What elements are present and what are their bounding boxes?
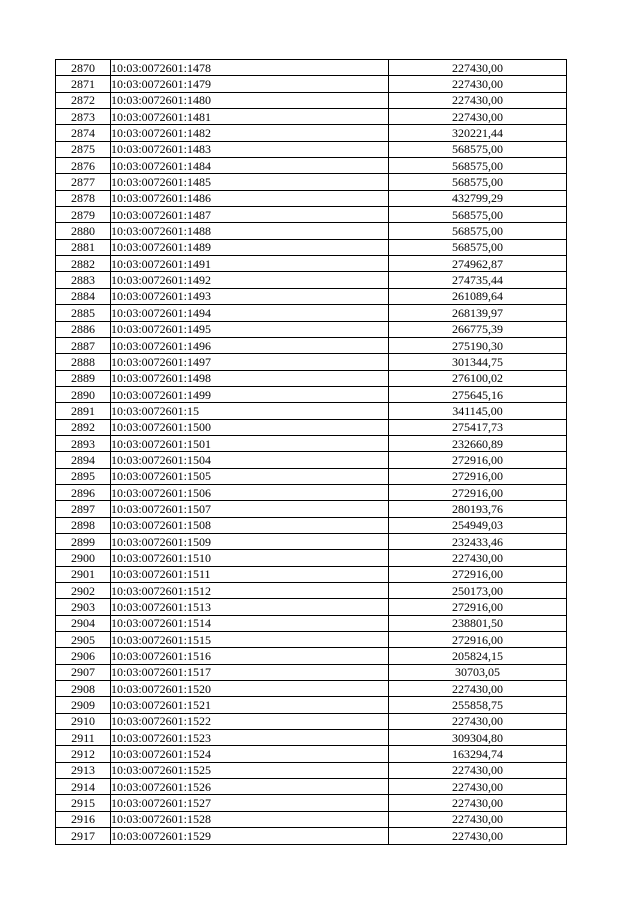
cadastral-value-table	[55, 59, 567, 845]
table-row	[56, 468, 567, 484]
table-row	[56, 746, 567, 762]
table-row	[56, 239, 567, 255]
row-number-cell: 2902	[56, 583, 111, 599]
cadastral-number-cell: 10:03:0072601:1507	[111, 501, 389, 517]
row-number-cell: 2911	[56, 730, 111, 746]
row-number-cell: 2886	[56, 321, 111, 337]
cadastral-value-cell: 274962,87	[389, 256, 567, 272]
cadastral-value-cell: 227430,00	[389, 550, 567, 566]
table-row	[56, 125, 567, 141]
row-number-cell: 2900	[56, 550, 111, 566]
row-number-cell: 2874	[56, 125, 111, 141]
cadastral-value-cell: 232660,89	[389, 435, 567, 451]
cadastral-number-cell: 10:03:0072601:1523	[111, 730, 389, 746]
table-row	[56, 664, 567, 680]
table-row	[56, 321, 567, 337]
cadastral-value-cell: 432799,29	[389, 190, 567, 206]
row-number-cell: 2875	[56, 141, 111, 157]
row-number-cell: 2871	[56, 76, 111, 92]
cadastral-value-cell: 205824,15	[389, 648, 567, 664]
row-number-cell: 2913	[56, 762, 111, 778]
cadastral-number-cell: 10:03:0072601:1529	[111, 828, 389, 844]
cadastral-number-cell: 10:03:0072601:1498	[111, 370, 389, 386]
cadastral-value-cell: 227430,00	[389, 92, 567, 108]
cadastral-number-cell: 10:03:0072601:1487	[111, 207, 389, 223]
cadastral-value-cell: 227430,00	[389, 811, 567, 827]
cadastral-number-cell: 10:03:0072601:1485	[111, 174, 389, 190]
table-row	[56, 223, 567, 239]
table-row	[56, 337, 567, 353]
table-body	[56, 60, 567, 845]
table-row	[56, 288, 567, 304]
row-number-cell: 2901	[56, 566, 111, 582]
cadastral-value-cell: 227430,00	[389, 762, 567, 778]
table-row	[56, 828, 567, 844]
table-row	[56, 354, 567, 370]
cadastral-value-cell: 341145,00	[389, 403, 567, 419]
row-number-cell: 2890	[56, 386, 111, 402]
cadastral-value-cell: 227430,00	[389, 795, 567, 811]
row-number-cell: 2883	[56, 272, 111, 288]
row-number-cell: 2894	[56, 452, 111, 468]
table-row	[56, 109, 567, 125]
cadastral-number-cell: 10:03:0072601:1491	[111, 256, 389, 272]
cadastral-number-cell: 10:03:0072601:1509	[111, 533, 389, 549]
table-row	[56, 566, 567, 582]
row-number-cell: 2903	[56, 599, 111, 615]
table-row	[56, 795, 567, 811]
row-number-cell: 2907	[56, 664, 111, 680]
row-number-cell: 2891	[56, 403, 111, 419]
cadastral-value-cell: 568575,00	[389, 174, 567, 190]
cadastral-value-cell: 254949,03	[389, 517, 567, 533]
cadastral-value-cell: 309304,80	[389, 730, 567, 746]
cadastral-value-cell: 261089,64	[389, 288, 567, 304]
cadastral-value-cell: 280193,76	[389, 501, 567, 517]
row-number-cell: 2880	[56, 223, 111, 239]
cadastral-value-cell: 163294,74	[389, 746, 567, 762]
cadastral-number-cell: 10:03:0072601:1513	[111, 599, 389, 615]
cadastral-value-cell: 272916,00	[389, 484, 567, 500]
table-row	[56, 713, 567, 729]
cadastral-value-cell: 275645,16	[389, 386, 567, 402]
cadastral-number-cell: 10:03:0072601:1525	[111, 762, 389, 778]
table-row	[56, 501, 567, 517]
cadastral-value-cell: 274735,44	[389, 272, 567, 288]
table-row	[56, 762, 567, 778]
cadastral-value-cell: 238801,50	[389, 615, 567, 631]
cadastral-value-cell: 227430,00	[389, 76, 567, 92]
cadastral-number-cell: 10:03:0072601:1504	[111, 452, 389, 468]
cadastral-number-cell: 10:03:0072601:1492	[111, 272, 389, 288]
table-row	[56, 697, 567, 713]
row-number-cell: 2881	[56, 239, 111, 255]
cadastral-number-cell: 10:03:0072601:1527	[111, 795, 389, 811]
row-number-cell: 2887	[56, 337, 111, 353]
table-row	[56, 207, 567, 223]
cadastral-value-cell: 568575,00	[389, 207, 567, 223]
cadastral-number-cell: 10:03:0072601:15	[111, 403, 389, 419]
cadastral-number-cell: 10:03:0072601:1500	[111, 419, 389, 435]
row-number-cell: 2884	[56, 288, 111, 304]
row-number-cell: 2906	[56, 648, 111, 664]
cadastral-number-cell: 10:03:0072601:1517	[111, 664, 389, 680]
cadastral-number-cell: 10:03:0072601:1479	[111, 76, 389, 92]
table-row	[56, 256, 567, 272]
cadastral-value-cell: 272916,00	[389, 632, 567, 648]
cadastral-number-cell: 10:03:0072601:1528	[111, 811, 389, 827]
cadastral-number-cell: 10:03:0072601:1482	[111, 125, 389, 141]
table-row	[56, 452, 567, 468]
cadastral-number-cell: 10:03:0072601:1514	[111, 615, 389, 631]
row-number-cell: 2914	[56, 779, 111, 795]
cadastral-value-cell: 568575,00	[389, 158, 567, 174]
cadastral-number-cell: 10:03:0072601:1508	[111, 517, 389, 533]
cadastral-number-cell: 10:03:0072601:1484	[111, 158, 389, 174]
table-row	[56, 583, 567, 599]
cadastral-number-cell: 10:03:0072601:1480	[111, 92, 389, 108]
row-number-cell: 2879	[56, 207, 111, 223]
table-row	[56, 648, 567, 664]
table-row	[56, 599, 567, 615]
table-row	[56, 533, 567, 549]
cadastral-value-cell: 255858,75	[389, 697, 567, 713]
cadastral-number-cell: 10:03:0072601:1506	[111, 484, 389, 500]
cadastral-number-cell: 10:03:0072601:1496	[111, 337, 389, 353]
cadastral-value-cell: 227430,00	[389, 713, 567, 729]
cadastral-number-cell: 10:03:0072601:1488	[111, 223, 389, 239]
cadastral-number-cell: 10:03:0072601:1483	[111, 141, 389, 157]
cadastral-number-cell: 10:03:0072601:1493	[111, 288, 389, 304]
row-number-cell: 2915	[56, 795, 111, 811]
cadastral-number-cell: 10:03:0072601:1520	[111, 681, 389, 697]
cadastral-number-cell: 10:03:0072601:1511	[111, 566, 389, 582]
row-number-cell: 2898	[56, 517, 111, 533]
row-number-cell: 2905	[56, 632, 111, 648]
row-number-cell: 2882	[56, 256, 111, 272]
cadastral-value-cell: 272916,00	[389, 452, 567, 468]
cadastral-number-cell: 10:03:0072601:1524	[111, 746, 389, 762]
row-number-cell: 2870	[56, 60, 111, 76]
table-row	[56, 403, 567, 419]
row-number-cell: 2916	[56, 811, 111, 827]
row-number-cell: 2895	[56, 468, 111, 484]
cadastral-value-cell: 227430,00	[389, 60, 567, 76]
row-number-cell: 2912	[56, 746, 111, 762]
cadastral-value-cell: 275417,73	[389, 419, 567, 435]
row-number-cell: 2909	[56, 697, 111, 713]
table-row	[56, 60, 567, 76]
cadastral-value-cell: 227430,00	[389, 828, 567, 844]
cadastral-value-cell: 266775,39	[389, 321, 567, 337]
row-number-cell: 2892	[56, 419, 111, 435]
table-row	[56, 550, 567, 566]
row-number-cell: 2896	[56, 484, 111, 500]
table-row	[56, 632, 567, 648]
row-number-cell: 2888	[56, 354, 111, 370]
table-row	[56, 190, 567, 206]
cadastral-number-cell: 10:03:0072601:1515	[111, 632, 389, 648]
cadastral-number-cell: 10:03:0072601:1478	[111, 60, 389, 76]
table-row	[56, 174, 567, 190]
cadastral-number-cell: 10:03:0072601:1497	[111, 354, 389, 370]
table-row	[56, 615, 567, 631]
table-row	[56, 305, 567, 321]
cadastral-value-cell: 272916,00	[389, 599, 567, 615]
table-row	[56, 386, 567, 402]
cadastral-number-cell: 10:03:0072601:1505	[111, 468, 389, 484]
cadastral-number-cell: 10:03:0072601:1521	[111, 697, 389, 713]
row-number-cell: 2876	[56, 158, 111, 174]
cadastral-value-cell: 568575,00	[389, 141, 567, 157]
row-number-cell: 2873	[56, 109, 111, 125]
cadastral-number-cell: 10:03:0072601:1486	[111, 190, 389, 206]
cadastral-value-cell: 320221,44	[389, 125, 567, 141]
table-row	[56, 370, 567, 386]
table-row	[56, 419, 567, 435]
cadastral-number-cell: 10:03:0072601:1510	[111, 550, 389, 566]
cadastral-number-cell: 10:03:0072601:1526	[111, 779, 389, 795]
table-row	[56, 158, 567, 174]
cadastral-value-cell: 272916,00	[389, 468, 567, 484]
row-number-cell: 2877	[56, 174, 111, 190]
cadastral-value-cell: 227430,00	[389, 109, 567, 125]
row-number-cell: 2899	[56, 533, 111, 549]
row-number-cell: 2885	[56, 305, 111, 321]
table-row	[56, 811, 567, 827]
cadastral-number-cell: 10:03:0072601:1512	[111, 583, 389, 599]
cadastral-number-cell: 10:03:0072601:1522	[111, 713, 389, 729]
cadastral-number-cell: 10:03:0072601:1516	[111, 648, 389, 664]
cadastral-value-cell: 30703,05	[389, 664, 567, 680]
cadastral-value-cell: 250173,00	[389, 583, 567, 599]
table-row	[56, 779, 567, 795]
row-number-cell: 2897	[56, 501, 111, 517]
table-row	[56, 517, 567, 533]
table-row	[56, 435, 567, 451]
table-row	[56, 484, 567, 500]
row-number-cell: 2904	[56, 615, 111, 631]
cadastral-number-cell: 10:03:0072601:1499	[111, 386, 389, 402]
cadastral-number-cell: 10:03:0072601:1481	[111, 109, 389, 125]
row-number-cell: 2917	[56, 828, 111, 844]
table-row	[56, 92, 567, 108]
cadastral-value-cell: 275190,30	[389, 337, 567, 353]
table-row	[56, 76, 567, 92]
cadastral-value-cell: 227430,00	[389, 681, 567, 697]
row-number-cell: 2872	[56, 92, 111, 108]
cadastral-value-cell: 268139,97	[389, 305, 567, 321]
cadastral-number-cell: 10:03:0072601:1501	[111, 435, 389, 451]
cadastral-value-cell: 301344,75	[389, 354, 567, 370]
table-row	[56, 141, 567, 157]
cadastral-value-cell: 568575,00	[389, 239, 567, 255]
cadastral-value-cell: 232433,46	[389, 533, 567, 549]
cadastral-value-cell: 568575,00	[389, 223, 567, 239]
cadastral-value-cell: 272916,00	[389, 566, 567, 582]
cadastral-number-cell: 10:03:0072601:1489	[111, 239, 389, 255]
row-number-cell: 2889	[56, 370, 111, 386]
table-row	[56, 272, 567, 288]
row-number-cell: 2878	[56, 190, 111, 206]
cadastral-number-cell: 10:03:0072601:1494	[111, 305, 389, 321]
cadastral-number-cell: 10:03:0072601:1495	[111, 321, 389, 337]
cadastral-value-cell: 227430,00	[389, 779, 567, 795]
cadastral-value-cell: 276100,02	[389, 370, 567, 386]
table-row	[56, 681, 567, 697]
row-number-cell: 2893	[56, 435, 111, 451]
table-row	[56, 730, 567, 746]
row-number-cell: 2908	[56, 681, 111, 697]
row-number-cell: 2910	[56, 713, 111, 729]
